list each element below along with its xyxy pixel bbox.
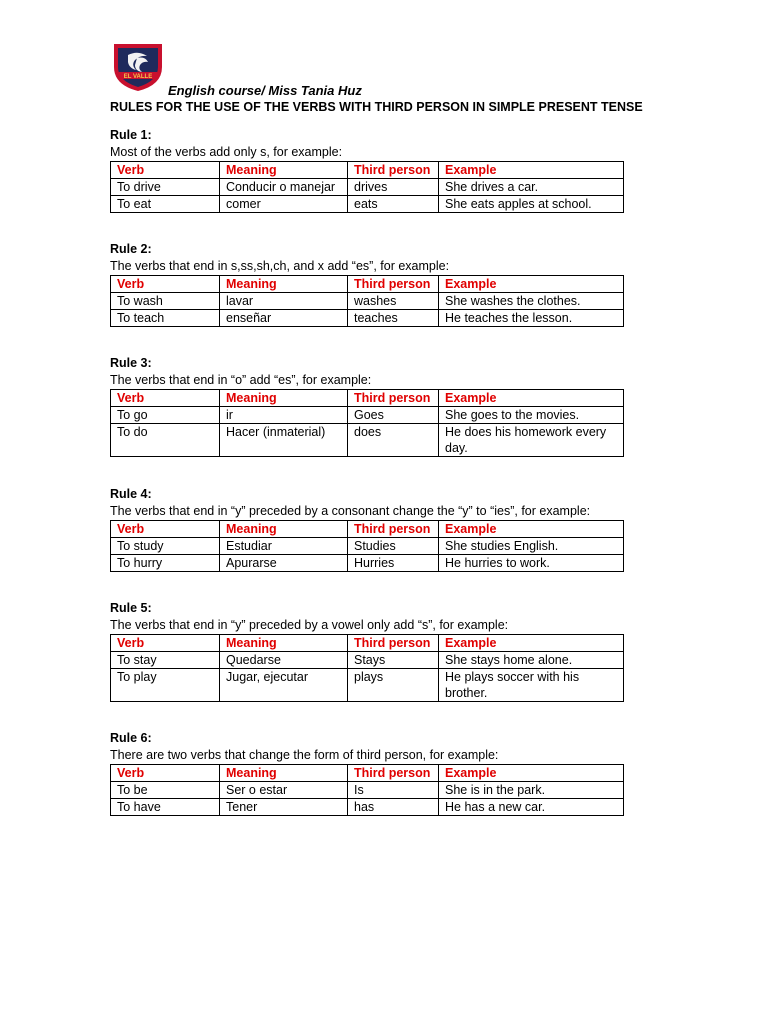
table-header-row [111, 521, 624, 538]
table-cell: comer [220, 196, 348, 213]
table-cell: To hurry [111, 555, 220, 572]
course-name: English course/ Miss Tania Huz [168, 83, 362, 98]
column-header: Meaning [220, 635, 348, 652]
column-header: Example [439, 635, 624, 652]
table-cell: Stays [348, 652, 439, 669]
rule-intro: The verbs that end in s,ss,sh,ch, and x add “es”, for example: [110, 259, 450, 273]
column-header: Verb [111, 521, 220, 538]
rule-section-2 [110, 240, 624, 327]
table-cell: enseñar [220, 310, 348, 327]
table-cell: lavar [220, 293, 348, 310]
rule-intro: The verbs that end in “y” preceded by a consonant change the “y” to “ies”, for example: [110, 504, 591, 518]
logo-text: EL VALLE [123, 74, 153, 80]
column-header: Third person [348, 390, 439, 407]
table-cell: Hacer (inmaterial) [220, 424, 348, 457]
table-cell: To wash [111, 293, 220, 310]
column-header: Third person [348, 162, 439, 179]
school-logo [111, 41, 165, 93]
column-header: Meaning [220, 276, 348, 293]
rule-intro: The verbs that end in “y” preceded by a vowel only add “s”, for example: [110, 618, 509, 632]
table-header-row [111, 162, 624, 179]
table-row [111, 669, 624, 702]
column-header: Example [439, 276, 624, 293]
column-header: Example [439, 521, 624, 538]
table-row [111, 179, 624, 196]
table-row [111, 652, 624, 669]
rule-section-1 [110, 126, 624, 213]
table-cell: Is [348, 782, 439, 799]
table-row [111, 782, 624, 799]
table-cell: washes [348, 293, 439, 310]
column-header: Verb [111, 390, 220, 407]
table-cell: To do [111, 424, 220, 457]
table-cell: To play [111, 669, 220, 702]
verb-table [110, 764, 624, 816]
table-cell: does [348, 424, 439, 457]
table-cell: She drives a car. [439, 179, 624, 196]
rule-intro: The verbs that end in “o” add “es”, for example: [110, 373, 372, 387]
table-cell: Tener [220, 799, 348, 816]
table-cell: He plays soccer with his brother. [439, 669, 624, 702]
table-row [111, 555, 624, 572]
table-cell: drives [348, 179, 439, 196]
table-cell: To study [111, 538, 220, 555]
table-cell: Hurries [348, 555, 439, 572]
table-cell: Estudiar [220, 538, 348, 555]
column-header: Meaning [220, 390, 348, 407]
table-cell: She stays home alone. [439, 652, 624, 669]
column-header: Verb [111, 276, 220, 293]
column-header: Third person [348, 765, 439, 782]
column-header: Verb [111, 162, 220, 179]
table-header-row [111, 635, 624, 652]
rule-heading: Rule 1: [110, 128, 152, 142]
table-cell: plays [348, 669, 439, 702]
column-header: Example [439, 390, 624, 407]
rule-intro: Most of the verbs add only s, for example: [110, 145, 343, 159]
table-cell: She is in the park. [439, 782, 624, 799]
rule-heading: Rule 3: [110, 356, 152, 370]
table-row [111, 538, 624, 555]
table-cell: eats [348, 196, 439, 213]
column-header: Meaning [220, 521, 348, 538]
column-header: Third person [348, 276, 439, 293]
table-row [111, 293, 624, 310]
column-header: Verb [111, 765, 220, 782]
verb-table [110, 161, 624, 213]
table-cell: To go [111, 407, 220, 424]
table-row [111, 799, 624, 816]
verb-table [110, 634, 624, 702]
rule-section-4 [110, 485, 624, 572]
table-cell: She eats apples at school. [439, 196, 624, 213]
rule-heading: Rule 4: [110, 487, 152, 501]
table-cell: Apurarse [220, 555, 348, 572]
table-row [111, 310, 624, 327]
rule-heading: Rule 2: [110, 242, 152, 256]
table-cell: ir [220, 407, 348, 424]
table-cell: To stay [111, 652, 220, 669]
table-cell: To drive [111, 179, 220, 196]
column-header: Third person [348, 521, 439, 538]
column-header: Meaning [220, 765, 348, 782]
table-cell: Studies [348, 538, 439, 555]
table-cell: She washes the clothes. [439, 293, 624, 310]
table-cell: Quedarse [220, 652, 348, 669]
table-header-row [111, 276, 624, 293]
rule-heading: Rule 5: [110, 601, 152, 615]
column-header: Meaning [220, 162, 348, 179]
table-cell: Conducir o manejar [220, 179, 348, 196]
table-cell: Ser o estar [220, 782, 348, 799]
table-cell: She studies English. [439, 538, 624, 555]
table-cell: He teaches the lesson. [439, 310, 624, 327]
table-row [111, 196, 624, 213]
verb-table [110, 275, 624, 327]
table-cell: To have [111, 799, 220, 816]
table-header-row [111, 390, 624, 407]
rule-heading: Rule 6: [110, 731, 152, 745]
column-header: Verb [111, 635, 220, 652]
table-row [111, 407, 624, 424]
verb-table [110, 389, 624, 457]
table-cell: Goes [348, 407, 439, 424]
page-title: RULES FOR THE USE OF THE VERBS WITH THIRD PERSON IN SIMPLE PRESENT TENSE [110, 100, 643, 114]
shield-crest-icon [111, 41, 165, 93]
column-header: Third person [348, 635, 439, 652]
table-cell: has [348, 799, 439, 816]
table-cell: He has a new car. [439, 799, 624, 816]
verb-table [110, 520, 624, 572]
table-cell: teaches [348, 310, 439, 327]
table-row [111, 424, 624, 457]
table-cell: To teach [111, 310, 220, 327]
table-cell: She goes to the movies. [439, 407, 624, 424]
table-cell: To be [111, 782, 220, 799]
column-header: Example [439, 765, 624, 782]
column-header: Example [439, 162, 624, 179]
table-header-row [111, 765, 624, 782]
rule-section-5 [110, 599, 624, 702]
rule-section-3 [110, 354, 624, 457]
table-cell: To eat [111, 196, 220, 213]
table-cell: He does his homework every day. [439, 424, 624, 457]
table-cell: Jugar, ejecutar [220, 669, 348, 702]
table-cell: He hurries to work. [439, 555, 624, 572]
rule-intro: There are two verbs that change the form of third person, for example: [110, 748, 499, 762]
rule-section-6 [110, 729, 624, 816]
